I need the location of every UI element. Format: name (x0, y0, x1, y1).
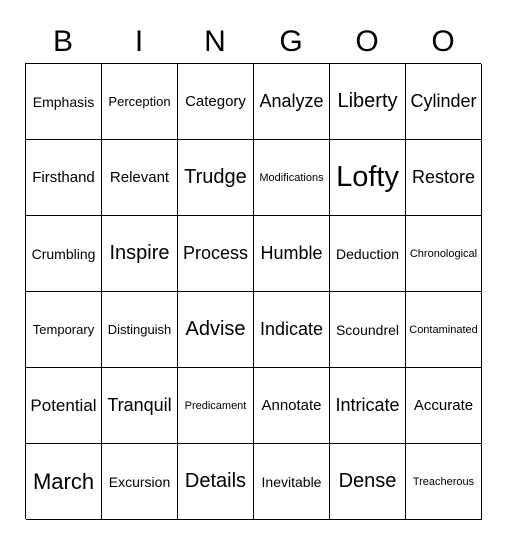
bingo-cell[interactable]: Humble (254, 216, 330, 292)
bingo-header (25, 22, 481, 62)
bingo-cell[interactable]: Indicate (254, 292, 330, 368)
bingo-cell[interactable]: Treacherous (406, 444, 482, 520)
bingo-cell[interactable]: Cylinder (406, 64, 482, 140)
bingo-cell[interactable]: March (26, 444, 102, 520)
bingo-cell[interactable]: Dense (330, 444, 406, 520)
bingo-cell[interactable]: Modifications (254, 140, 330, 216)
bingo-cell[interactable]: Category (178, 64, 254, 140)
bingo-cell[interactable]: Tranquil (102, 368, 178, 444)
bingo-cell[interactable]: Restore (406, 140, 482, 216)
bingo-cell[interactable]: Predicament (178, 368, 254, 444)
bingo-cell[interactable]: Details (178, 444, 254, 520)
bingo-cell[interactable]: Annotate (254, 368, 330, 444)
header-letter-n: N (204, 25, 226, 58)
bingo-cell[interactable]: Potential (26, 368, 102, 444)
bingo-card-grid (25, 63, 481, 519)
header-letter-i: I (134, 25, 144, 58)
header-letter-o-2: O (431, 25, 455, 58)
bingo-cell[interactable]: Trudge (178, 140, 254, 216)
bingo-cell[interactable]: Accurate (406, 368, 482, 444)
bingo-cell[interactable]: Inevitable (254, 444, 330, 520)
bingo-cell[interactable]: Analyze (254, 64, 330, 140)
bingo-cell[interactable]: Firsthand (26, 140, 102, 216)
bingo-cell[interactable]: Deduction (330, 216, 406, 292)
bingo-cell[interactable]: Liberty (330, 64, 406, 140)
bingo-cell[interactable]: Inspire (102, 216, 178, 292)
bingo-cell[interactable]: Scoundrel (330, 292, 406, 368)
bingo-cell[interactable]: Lofty (330, 140, 406, 216)
header-letter-b: B (52, 25, 73, 58)
header-letter-g: G (279, 25, 303, 58)
bingo-cell[interactable]: Distinguish (102, 292, 178, 368)
bingo-cell[interactable]: Process (178, 216, 254, 292)
bingo-cell[interactable]: Crumbling (26, 216, 102, 292)
bingo-cell[interactable]: Emphasis (26, 64, 102, 140)
bingo-cell[interactable]: Temporary (26, 292, 102, 368)
bingo-cell[interactable]: Perception (102, 64, 178, 140)
bingo-cell[interactable]: Advise (178, 292, 254, 368)
bingo-cell[interactable]: Contaminated (406, 292, 482, 368)
header-letter-o: O (355, 25, 379, 58)
bingo-cell[interactable]: Relevant (102, 140, 178, 216)
bingo-cell[interactable]: Chronological (406, 216, 482, 292)
bingo-cell[interactable]: Excursion (102, 444, 178, 520)
bingo-cell[interactable]: Intricate (330, 368, 406, 444)
